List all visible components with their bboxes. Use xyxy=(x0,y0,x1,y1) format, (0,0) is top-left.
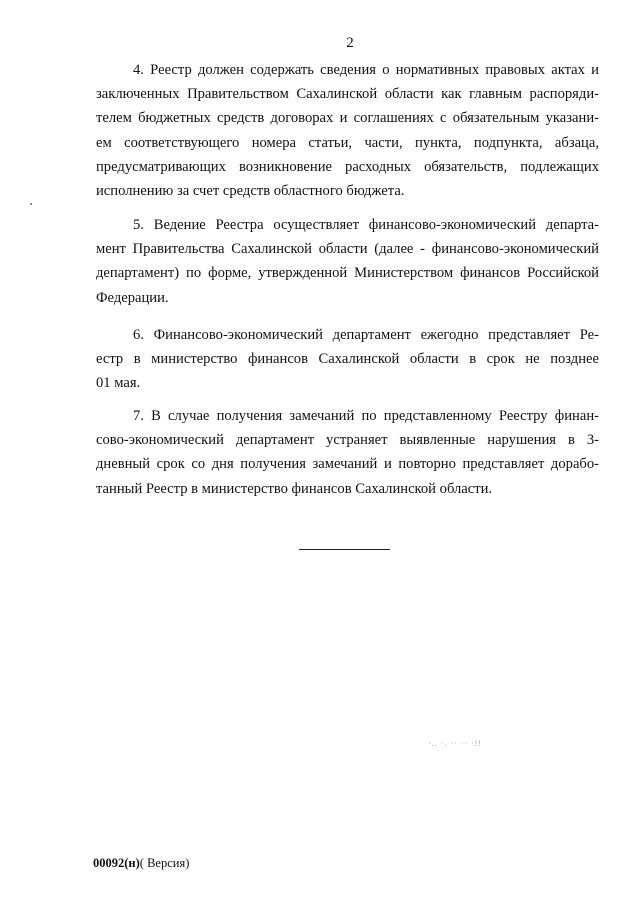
paragraph-line: заключенных Правительством Сахалинской области как главным распоряди- xyxy=(96,86,599,103)
footer-document-code xyxy=(93,856,189,871)
footer-version: ( Версия) xyxy=(139,856,190,870)
paragraph-4 xyxy=(96,58,599,203)
paragraph-line: 01 мая. xyxy=(96,375,141,392)
end-divider xyxy=(299,549,390,550)
paragraph-line: исполнению за счет средств областного бюджета. xyxy=(96,183,405,200)
paragraph-line: департамент) по форме, утвержденной Министерством финансов Российской xyxy=(96,265,599,282)
paragraph-line: телем бюджетных средств договорах и соглашениях с обязательным указани- xyxy=(96,110,599,127)
paragraph-line: предусматривающих возникновение расходных обязательств, подлежащих xyxy=(96,158,599,175)
paragraph-line: 6. Финансово-экономический департамент ежегодно представляет Ре- xyxy=(133,327,599,343)
paragraph-line: 5. Ведение Реестра осуществляет финансово-экономический департа- xyxy=(133,217,599,233)
page-number: 2 xyxy=(346,35,354,51)
paragraph-line: 7. В случае получения замечаний по представленному Реестру финан- xyxy=(133,408,599,424)
paragraph-line: дневный срок со дня получения замечаний и повторно представляет дорабо- xyxy=(96,456,599,473)
paragraph-5 xyxy=(96,213,599,310)
paragraph-line: танный Реестр в министерство финансов Сахалинской области. xyxy=(96,480,493,497)
scan-artifact-mark: ·.. ·. ·· ·· ·!! xyxy=(428,739,482,748)
paragraph-6 xyxy=(96,323,599,396)
paragraph-line: мент Правительства Сахалинской области (далее - финансово-экономический xyxy=(96,241,599,258)
paragraph-7 xyxy=(96,404,599,501)
scan-speck xyxy=(30,203,32,205)
paragraph-line: Федерации. xyxy=(96,289,169,306)
paragraph-line: ем соответствующего номера статьи, части, пункта, подпункта, абзаца, xyxy=(96,134,599,151)
footer-code: 00092(н) xyxy=(93,856,140,870)
paragraph-line: 4. Реестр должен содержать сведения о нормативных правовых актах и xyxy=(133,62,599,78)
paragraph-line: сово-экономический департамент устраняет выявленные нарушения в 3- xyxy=(96,432,599,449)
paragraph-line: естр в министерство финансов Сахалинской области в срок не позднее xyxy=(96,351,599,368)
